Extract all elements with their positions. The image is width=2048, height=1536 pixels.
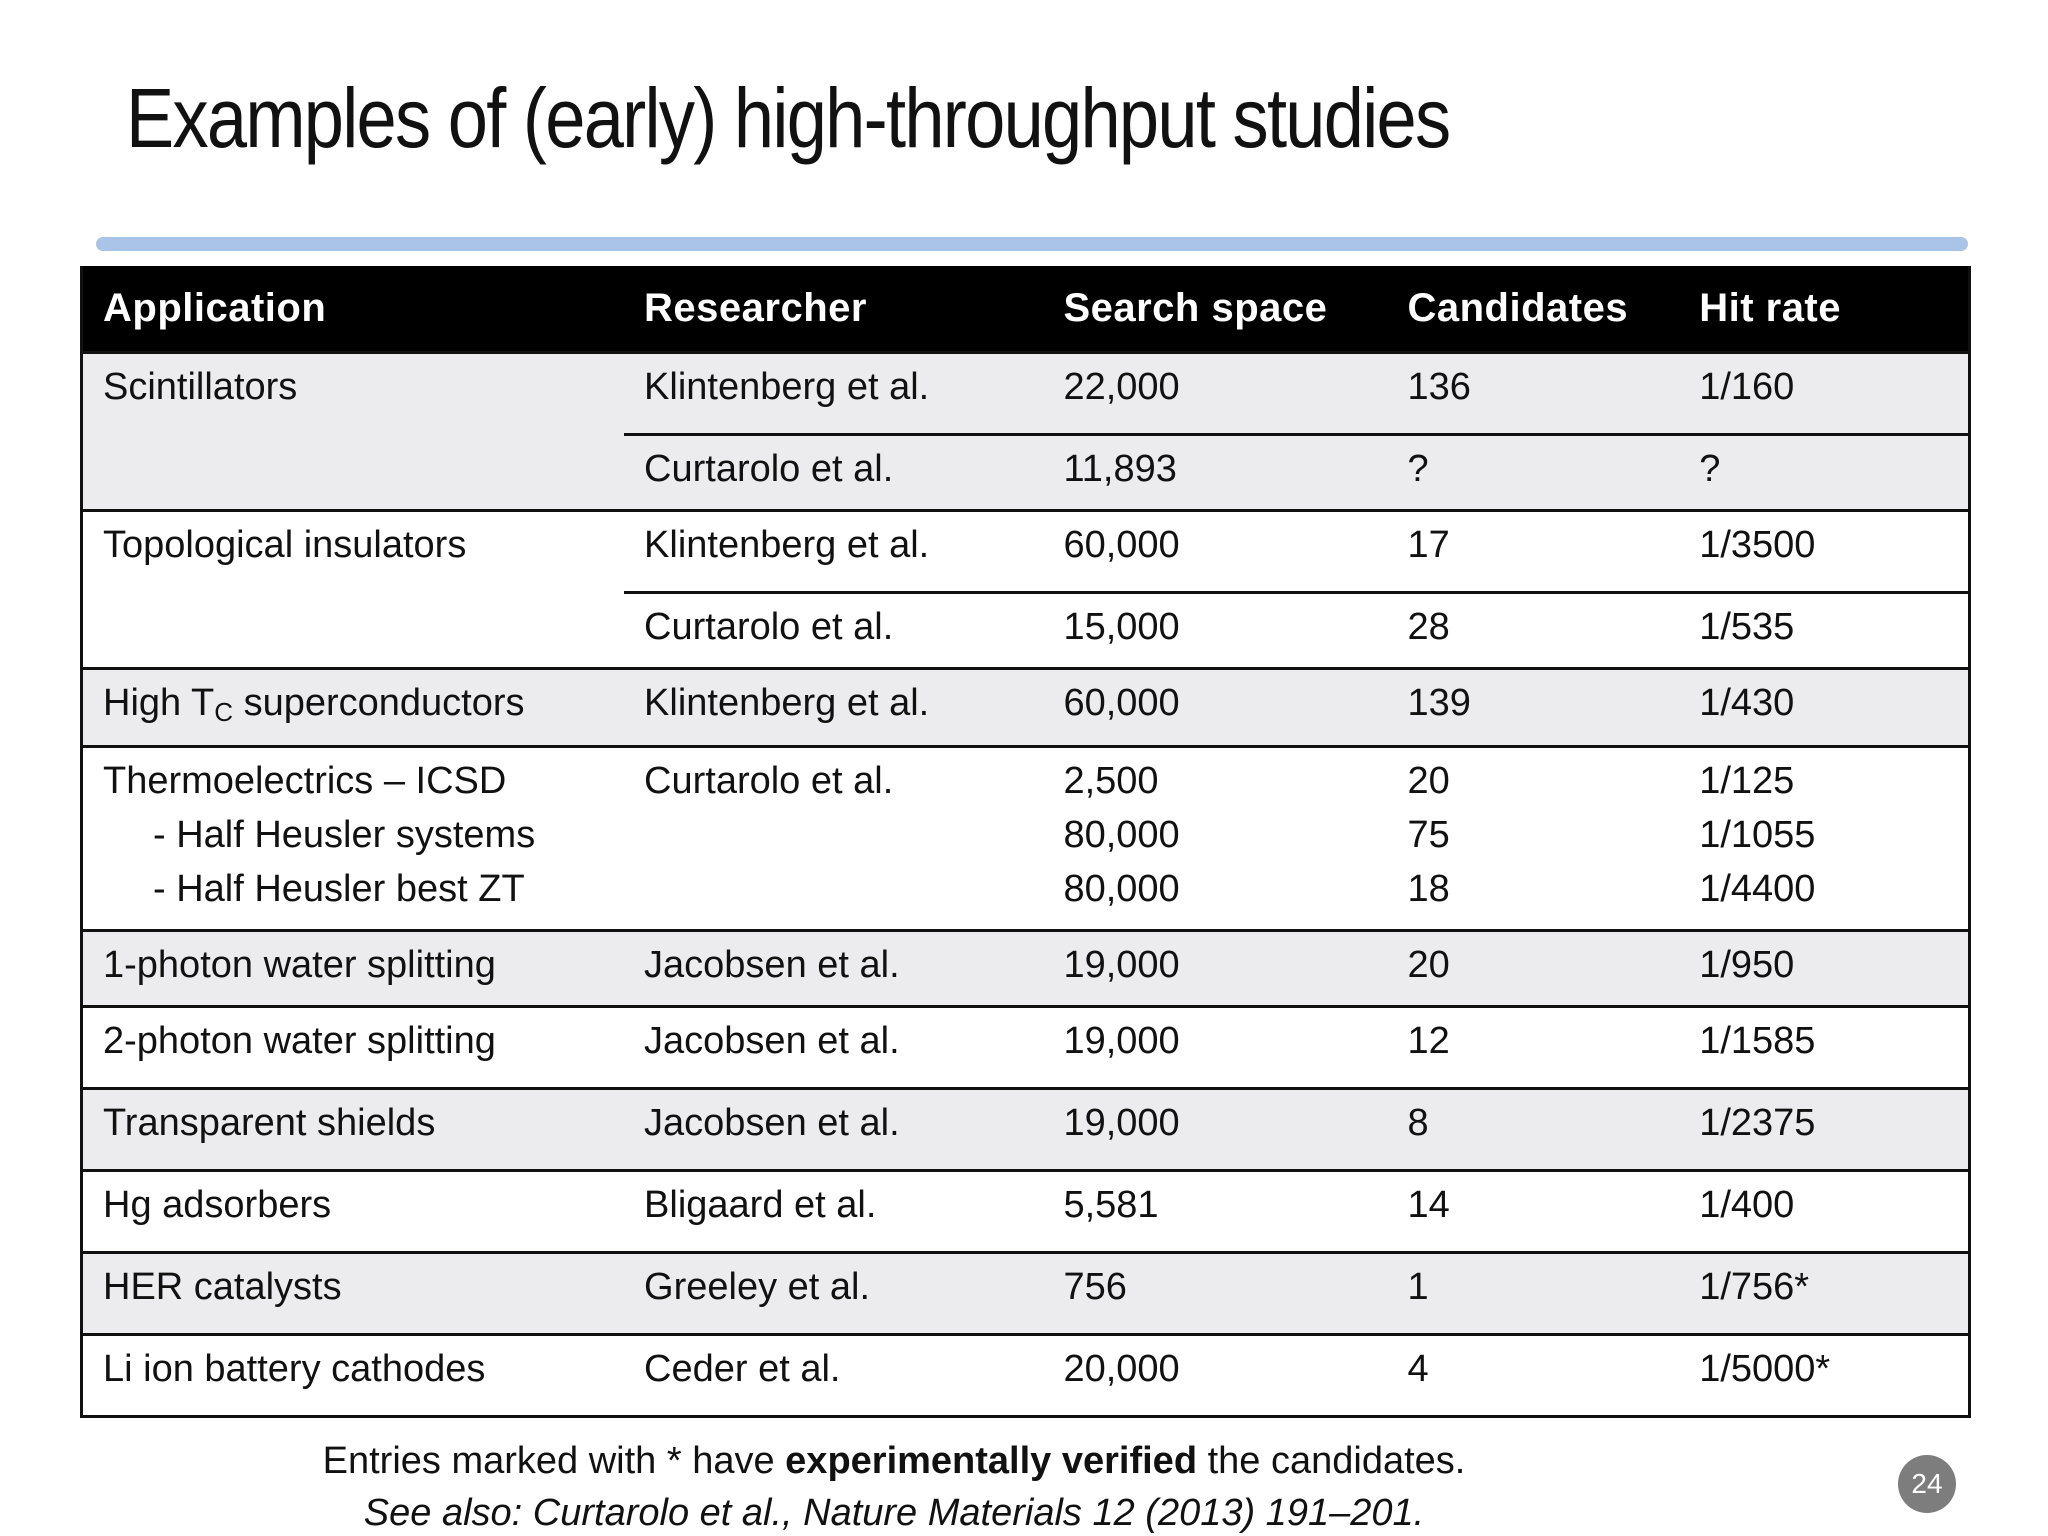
cell-application: 2-photon water splitting	[103, 1019, 496, 1062]
cell-application: Hg adsorbers	[103, 1183, 332, 1226]
cell-candidates: 1	[1407, 1265, 1429, 1308]
cell-search-space: 19,000	[1063, 943, 1180, 986]
app-line: Thermoelectrics – ICSD	[103, 759, 507, 802]
header-hit-rate: Hit rate	[1699, 285, 1841, 330]
value-line: 18	[1407, 867, 1450, 910]
cell-search-space: 756	[1063, 1265, 1127, 1308]
cell-researcher: Curtarolo et al.	[644, 759, 894, 802]
cell-application: Scintillators	[103, 365, 298, 408]
table-row	[82, 1170, 1970, 1252]
cell-hit-rate: ?	[1679, 434, 1969, 510]
value-line: 80,000	[1063, 813, 1180, 856]
cell-candidates: 8	[1407, 1101, 1429, 1144]
value-line: 1/1055	[1699, 813, 1816, 856]
table-row	[82, 1252, 1970, 1334]
table-row	[82, 510, 1970, 592]
cell-search-space	[1043, 746, 1387, 930]
cell-application: Transparent shields	[103, 1101, 436, 1144]
cell-application	[82, 746, 625, 930]
cell-search-space: 19,000	[1063, 1101, 1180, 1144]
cell-hit-rate: 1/950	[1699, 943, 1795, 986]
group-water-1	[82, 930, 1970, 1006]
cell-hit-rate: 1/5000*	[1699, 1347, 1831, 1390]
cell-hit-rate: 1/160	[1699, 365, 1795, 408]
value-line: 1/4400	[1699, 867, 1816, 910]
cell-application: HER catalysts	[103, 1265, 342, 1308]
cell-researcher: Curtarolo et al.	[624, 434, 1043, 510]
cell-hit-rate: 1/2375	[1699, 1101, 1816, 1144]
app-text: superconductors	[233, 681, 525, 724]
cell-researcher: Jacobsen et al.	[644, 1019, 900, 1062]
header-application: Application	[103, 285, 327, 330]
cell-hit-rate: 1/1585	[1699, 1019, 1816, 1062]
cell-researcher: Curtarolo et al.	[624, 592, 1043, 668]
cell-candidates	[1387, 746, 1679, 930]
group-thermoelectrics	[82, 746, 1970, 930]
cell-candidates: 4	[1407, 1347, 1429, 1390]
group-water-2	[82, 1006, 1970, 1088]
cell-hit-rate: 1/3500	[1699, 523, 1816, 566]
cell-candidates: 12	[1407, 1019, 1450, 1062]
table-row	[82, 1334, 1970, 1416]
cell-application: Topological insulators	[103, 523, 467, 566]
value-line: 20	[1407, 759, 1450, 802]
footnote-verified	[0, 1440, 1918, 1483]
cell-researcher: Klintenberg et al.	[644, 523, 930, 566]
cell-hit-rate: 1/430	[1699, 681, 1795, 724]
subscript-c: C	[214, 696, 234, 727]
app-text: High T	[103, 681, 215, 724]
page-number-badge: 24	[1898, 1455, 1956, 1513]
table-row	[82, 746, 1970, 930]
cell-researcher: Greeley et al.	[644, 1265, 871, 1308]
cell-candidates: 20	[1407, 943, 1450, 986]
table-header	[82, 266, 1970, 352]
cell-application: Li ion battery cathodes	[103, 1347, 486, 1390]
cell-search-space: 60,000	[1063, 681, 1180, 724]
cell-application	[82, 668, 625, 746]
footnote-bold: experimentally verified	[785, 1440, 1198, 1482]
group-topological-insulators	[82, 510, 1970, 668]
cell-hit-rate: 1/535	[1679, 592, 1969, 668]
table-row	[82, 1088, 1970, 1170]
table-row	[82, 930, 1970, 1006]
footnote-text: the candidates.	[1197, 1440, 1466, 1482]
group-her	[82, 1252, 1970, 1334]
studies-table	[80, 266, 1971, 1418]
cell-search-space: 15,000	[1043, 592, 1387, 668]
value-line: 1/125	[1699, 759, 1795, 802]
group-hg	[82, 1170, 1970, 1252]
app-line: - Half Heusler systems	[153, 813, 536, 856]
title-underline	[96, 237, 1968, 251]
cell-researcher: Bligaard et al.	[644, 1183, 877, 1226]
value-line: 75	[1407, 813, 1450, 856]
cell-hit-rate: 1/400	[1699, 1183, 1795, 1226]
cell-researcher: Ceder et al.	[644, 1347, 841, 1390]
footnote-text: Entries marked with * have	[322, 1440, 786, 1482]
slide-title: Examples of (early) high-throughput studies	[126, 71, 1450, 165]
value-line: 80,000	[1063, 867, 1180, 910]
header-candidates: Candidates	[1407, 285, 1629, 330]
cell-researcher: Jacobsen et al.	[644, 1101, 900, 1144]
app-line: - Half Heusler best ZT	[153, 867, 525, 910]
cell-search-space: 5,581	[1063, 1183, 1159, 1226]
cell-researcher: Klintenberg et al.	[644, 681, 930, 724]
cell-candidates: 136	[1407, 365, 1471, 408]
value-line: 2,500	[1063, 759, 1159, 802]
cell-search-space: 20,000	[1063, 1347, 1180, 1390]
table-row	[82, 352, 1970, 434]
group-high-tc	[82, 668, 1970, 746]
table-row	[82, 668, 1970, 746]
footnote-reference: See also: Curtarolo et al., Nature Materials 12 (2013) 191–201.	[363, 1492, 1425, 1534]
cell-hit-rate	[1679, 746, 1969, 930]
cell-researcher: Klintenberg et al.	[644, 365, 930, 408]
cell-hit-rate: 1/756*	[1699, 1265, 1810, 1308]
cell-application: 1-photon water splitting	[103, 943, 496, 986]
cell-search-space: 22,000	[1063, 365, 1180, 408]
cell-researcher: Jacobsen et al.	[644, 943, 900, 986]
group-li-ion	[82, 1334, 1970, 1416]
table-row	[82, 1006, 1970, 1088]
cell-candidates: 14	[1407, 1183, 1450, 1226]
cell-candidates: 139	[1407, 681, 1471, 724]
cell-search-space: 11,893	[1043, 434, 1387, 510]
cell-candidates: 28	[1387, 592, 1679, 668]
header-search-space: Search space	[1063, 285, 1328, 330]
header-researcher: Researcher	[644, 285, 867, 330]
cell-candidates: 17	[1407, 523, 1450, 566]
group-shields	[82, 1088, 1970, 1170]
cell-search-space: 60,000	[1063, 523, 1180, 566]
group-scintillators	[82, 352, 1970, 510]
cell-candidates: ?	[1387, 434, 1679, 510]
cell-search-space: 19,000	[1063, 1019, 1180, 1062]
